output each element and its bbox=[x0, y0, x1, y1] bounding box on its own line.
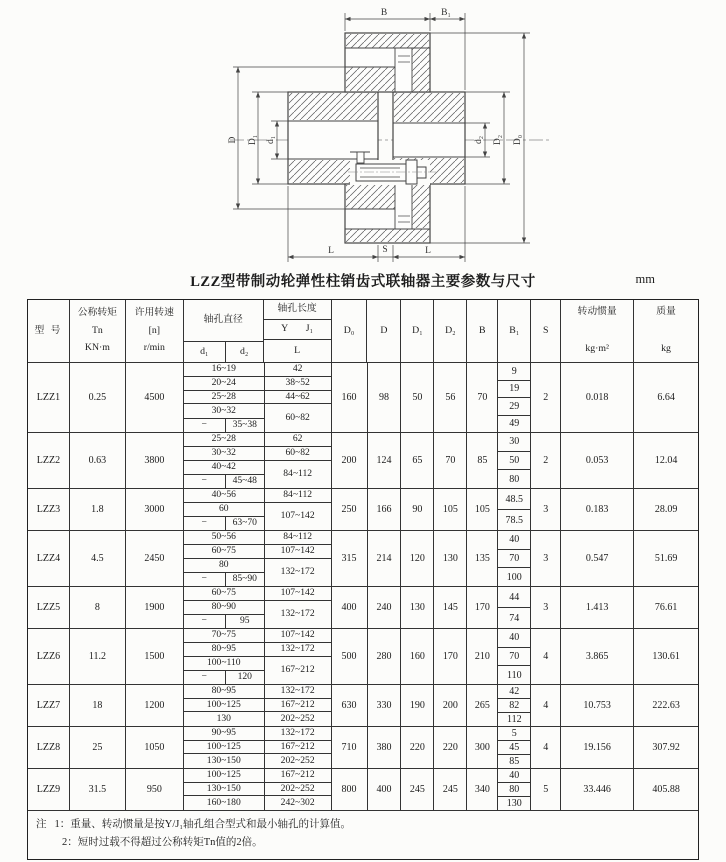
header-D0: D₀ bbox=[332, 300, 368, 362]
header-length-L: L bbox=[294, 344, 301, 356]
bore-length-block bbox=[184, 531, 332, 586]
table-row-LZZ7 bbox=[28, 684, 698, 726]
bore-d1-cell: − bbox=[184, 517, 226, 530]
cell-mass: 12.04 bbox=[654, 455, 678, 466]
cell-B1 bbox=[498, 629, 531, 684]
cell-D0: 800 bbox=[332, 769, 368, 810]
header-mass-unit: kg bbox=[661, 343, 671, 355]
bore-diameter-cell bbox=[184, 671, 264, 684]
header-length-title: 轴孔长度 bbox=[264, 300, 331, 320]
bore-length-cell: 132~172 bbox=[264, 559, 331, 586]
cell-inertia: 0.053 bbox=[561, 433, 634, 488]
bore-length-cell: 167~212 bbox=[264, 699, 331, 712]
cell-B1 bbox=[498, 769, 531, 810]
bore-diameter-cell bbox=[184, 615, 264, 628]
bore-diameter-cell: 50~56 bbox=[211, 531, 236, 543]
header-torque-line3: KN·m bbox=[84, 341, 110, 353]
cell-B: 265 bbox=[467, 685, 498, 726]
cell-D1: 65 bbox=[401, 433, 434, 488]
B1-sub-cell: 40 bbox=[498, 531, 530, 550]
cell-B: 85 bbox=[467, 433, 498, 488]
cell-D2: 130 bbox=[434, 531, 467, 586]
cell-B: 105 bbox=[467, 489, 498, 530]
header-d2: d₂ bbox=[240, 345, 249, 357]
cell-mass: 51.69 bbox=[654, 553, 678, 564]
header-D1: D₁ bbox=[401, 300, 434, 362]
bore-length-cell: 44~62 bbox=[264, 391, 331, 404]
table-row-LZZ1 bbox=[28, 362, 698, 432]
dim-D2 bbox=[465, 92, 510, 184]
B1-sub-cell: 110 bbox=[506, 669, 522, 681]
bore-length-cell: 167~212 bbox=[264, 769, 331, 782]
cell-torque: 0.25 bbox=[70, 363, 126, 432]
cell-mass: 307.92 bbox=[652, 742, 680, 753]
bore-length-cell: 202~252 bbox=[264, 783, 331, 796]
cell-B1 bbox=[498, 685, 531, 726]
header-speed bbox=[126, 300, 184, 362]
header-inertia bbox=[561, 300, 634, 362]
cell-B: 210 bbox=[467, 629, 498, 684]
bore-length-cell: 132~172 bbox=[264, 685, 331, 698]
cell-speed: 3800 bbox=[126, 433, 184, 488]
bore-d1-cell: − bbox=[184, 419, 226, 432]
bore-length-cell: 167~212 bbox=[264, 741, 331, 754]
bore-length-cell: 132~172 bbox=[264, 601, 331, 628]
dim-label-d1: d₁ bbox=[266, 135, 276, 145]
cell-mass: 405.88 bbox=[652, 784, 680, 795]
header-inertia-title: 转动惯量 bbox=[577, 306, 617, 317]
cell-D2: 200 bbox=[434, 685, 467, 726]
bore-length-cell: 60~82 bbox=[264, 404, 331, 432]
B1-sub-cell: 80 bbox=[498, 783, 530, 797]
note-line-1 bbox=[36, 816, 690, 834]
B1-sub-cell: 19 bbox=[498, 381, 530, 399]
bore-length-block bbox=[184, 363, 332, 432]
dim-label-L-left: L bbox=[328, 246, 334, 256]
header-length-J1: J₁ bbox=[305, 323, 313, 335]
B1-sub-cell: 40 bbox=[498, 769, 530, 783]
header-torque-line2: Tn bbox=[91, 324, 103, 336]
bore-d2-cell: 45~48 bbox=[232, 475, 257, 487]
cell-B1 bbox=[498, 489, 531, 530]
cell-D1: 220 bbox=[401, 727, 434, 768]
note-prefix: 注 bbox=[36, 819, 47, 830]
bore-length-cell: 42 bbox=[264, 363, 331, 376]
cell-inertia: 0.018 bbox=[561, 363, 634, 432]
cell-speed: 1050 bbox=[126, 727, 184, 768]
cell-mass: 76.61 bbox=[654, 602, 678, 613]
B1-sub-cell: 78.5 bbox=[505, 514, 524, 526]
bore-length-cell: 84~112 bbox=[264, 461, 331, 488]
B1-sub-cell: 40 bbox=[498, 629, 530, 648]
bore-length-block bbox=[184, 629, 332, 684]
cell-B: 70 bbox=[467, 363, 498, 432]
bore-length-cell: 132~172 bbox=[264, 727, 331, 740]
bore-length-cell: 60~82 bbox=[264, 447, 331, 460]
page-title: LZZ型带制动轮弹性柱销齿式联轴器主要参数与尺寸 bbox=[190, 274, 536, 290]
bore-length-block bbox=[184, 587, 332, 628]
header-bore-length bbox=[264, 300, 332, 362]
cell-D2: 245 bbox=[434, 769, 467, 810]
note-2-text: 2：短时过载不得超过公称转矩Tn值的2倍。 bbox=[62, 836, 263, 848]
cell-D1: 245 bbox=[401, 769, 434, 810]
cell-D: 98 bbox=[368, 363, 402, 432]
header-speed-line3: r/min bbox=[143, 341, 165, 353]
cell-D: 166 bbox=[368, 489, 402, 530]
cell-S: 4 bbox=[531, 685, 561, 726]
B1-sub-cell: 9 bbox=[498, 363, 530, 381]
cell-model: LZZ6 bbox=[28, 629, 70, 684]
cell-mass: 130.61 bbox=[652, 651, 680, 662]
bore-d1-cell: − bbox=[184, 671, 226, 684]
dim-label-D: D bbox=[228, 136, 238, 144]
cell-D0: 400 bbox=[332, 587, 368, 628]
bore-diameter-cell: 40~56 bbox=[211, 489, 236, 501]
header-mass-title: 质量 bbox=[656, 306, 676, 317]
header-torque-line1: 公称转矩 bbox=[77, 307, 117, 319]
dim-label-B1: B₁ bbox=[441, 8, 451, 18]
dim-B bbox=[345, 13, 430, 31]
cell-model: LZZ9 bbox=[28, 769, 70, 810]
cell-S: 2 bbox=[531, 433, 561, 488]
cell-B1 bbox=[498, 531, 531, 586]
bore-length-cell: 62 bbox=[264, 433, 331, 446]
header-D2: D₂ bbox=[434, 300, 467, 362]
cell-D: 280 bbox=[368, 629, 402, 684]
bore-diameter-cell: 20~24 bbox=[211, 376, 236, 388]
cell-D0: 500 bbox=[332, 629, 368, 684]
bore-diameter-cell: 130 bbox=[216, 712, 231, 724]
cell-speed: 1500 bbox=[126, 629, 184, 684]
cell-speed: 1200 bbox=[126, 685, 184, 726]
bore-d2-cell: 35~38 bbox=[232, 419, 257, 431]
cell-inertia: 1.413 bbox=[561, 587, 634, 628]
cell-inertia: 0.183 bbox=[561, 489, 634, 530]
cell-model: LZZ2 bbox=[28, 433, 70, 488]
table-row-LZZ5 bbox=[28, 586, 698, 628]
bore-diameter-cell: 160~180 bbox=[206, 796, 241, 808]
bore-diameter-cell bbox=[184, 419, 264, 432]
cell-D: 124 bbox=[368, 433, 402, 488]
cell-D1: 160 bbox=[401, 629, 434, 684]
bore-diameter-cell: 80~95 bbox=[211, 685, 236, 697]
bore-diameter-cell: 60~75 bbox=[211, 544, 236, 556]
bore-diameter-cell: 130~150 bbox=[206, 754, 241, 766]
cell-D2: 105 bbox=[434, 489, 467, 530]
bore-length-cell: 202~252 bbox=[264, 712, 331, 726]
B1-sub-cell: 45 bbox=[498, 741, 530, 755]
cell-D1: 190 bbox=[401, 685, 434, 726]
bore-diameter-cell: 100~125 bbox=[206, 769, 241, 781]
note-line-2 bbox=[62, 834, 690, 852]
cell-speed: 2450 bbox=[126, 531, 184, 586]
cell-D1: 90 bbox=[401, 489, 434, 530]
header-bore-diameter bbox=[184, 300, 264, 362]
B1-sub-cell: 80 bbox=[509, 473, 520, 485]
B1-sub-cell: 50 bbox=[498, 452, 530, 471]
B1-sub-cell: 70 bbox=[498, 648, 530, 667]
cell-D0: 250 bbox=[332, 489, 368, 530]
coupling-cross-section bbox=[0, 0, 726, 268]
table-row-LZZ3 bbox=[28, 488, 698, 530]
B1-sub-cell: 44 bbox=[498, 587, 530, 608]
bore-diameter-cell: 80 bbox=[184, 559, 264, 573]
cell-B: 170 bbox=[467, 587, 498, 628]
cell-model: LZZ3 bbox=[28, 489, 70, 530]
cell-torque: 4.5 bbox=[70, 531, 126, 586]
unit-label: mm bbox=[635, 272, 655, 286]
cell-torque: 11.2 bbox=[70, 629, 126, 684]
bore-diameter-cell bbox=[184, 573, 264, 586]
cell-torque: 18 bbox=[70, 685, 126, 726]
note-1-text: 1：重量、转动惯量是按Y/J₁轴孔组合型式和最小轴孔的计算值。 bbox=[54, 819, 351, 830]
bore-diameter-cell: 60 bbox=[184, 503, 264, 517]
B1-sub-cell: 70 bbox=[498, 550, 530, 569]
B1-sub-cell: 130 bbox=[506, 798, 522, 809]
bore-diameter-cell bbox=[184, 475, 264, 488]
dim-label-D2: D₂ bbox=[493, 134, 503, 146]
cell-D2: 220 bbox=[434, 727, 467, 768]
bore-d1-cell: − bbox=[184, 475, 226, 488]
header-D: D bbox=[367, 300, 401, 362]
dim-label-S: S bbox=[382, 245, 388, 255]
brake-wheel-top bbox=[345, 33, 430, 92]
cell-S: 3 bbox=[531, 489, 561, 530]
table-row-LZZ2 bbox=[28, 432, 698, 488]
header-speed-line1: 许用转速 bbox=[134, 307, 174, 319]
cell-B: 135 bbox=[467, 531, 498, 586]
cell-model: LZZ5 bbox=[28, 587, 70, 628]
cell-B1 bbox=[498, 587, 531, 628]
cell-D: 240 bbox=[368, 587, 402, 628]
bore-diameter-cell: 80~95 bbox=[211, 642, 236, 654]
header-torque bbox=[70, 300, 126, 362]
header-d1: d₁ bbox=[184, 342, 226, 362]
bore-diameter-cell: 60~75 bbox=[211, 587, 236, 599]
dim-label-D0: D₀ bbox=[513, 134, 523, 146]
bore-length-block bbox=[184, 769, 332, 810]
table-notes bbox=[28, 810, 698, 859]
bore-length-cell: 84~112 bbox=[264, 531, 331, 544]
cell-B1 bbox=[498, 433, 531, 488]
bore-length-block bbox=[184, 685, 332, 726]
B1-sub-cell: 5 bbox=[498, 727, 530, 741]
coupling-drawing bbox=[0, 0, 726, 268]
cell-S: 5 bbox=[531, 769, 561, 810]
cell-torque: 31.5 bbox=[70, 769, 126, 810]
bore-length-block bbox=[184, 433, 332, 488]
cell-speed: 4500 bbox=[126, 363, 184, 432]
cell-D: 330 bbox=[368, 685, 402, 726]
cell-B: 340 bbox=[467, 769, 498, 810]
bore-d2-cell: 95 bbox=[239, 615, 250, 627]
cell-torque: 25 bbox=[70, 727, 126, 768]
dim-label-B: B bbox=[380, 8, 388, 18]
cell-D2: 170 bbox=[434, 629, 467, 684]
cell-speed: 1900 bbox=[126, 587, 184, 628]
header-bore-title: 轴孔直径 bbox=[203, 314, 243, 326]
dim-label-d2: d₂ bbox=[474, 135, 484, 145]
B1-sub-cell: 29 bbox=[498, 398, 530, 416]
cell-speed: 3000 bbox=[126, 489, 184, 530]
cell-D1: 130 bbox=[401, 587, 434, 628]
bore-d1-cell: − bbox=[184, 615, 226, 628]
cell-D: 400 bbox=[368, 769, 402, 810]
bore-diameter-cell: 100~125 bbox=[206, 740, 241, 752]
cell-inertia: 0.547 bbox=[561, 531, 634, 586]
header-length-yj bbox=[264, 320, 331, 340]
cell-inertia: 3.865 bbox=[561, 629, 634, 684]
parameter-table bbox=[27, 299, 699, 860]
header-mass bbox=[634, 300, 698, 362]
cell-D2: 145 bbox=[434, 587, 467, 628]
bore-length-cell: 107~142 bbox=[264, 587, 331, 600]
bore-length-cell: 107~142 bbox=[264, 545, 331, 558]
cell-torque: 1.8 bbox=[70, 489, 126, 530]
brake-wheel-bottom bbox=[345, 184, 430, 243]
cell-model: LZZ8 bbox=[28, 727, 70, 768]
bore-length-cell: 84~112 bbox=[264, 489, 331, 502]
bore-d2-cell: 63~70 bbox=[232, 517, 257, 529]
cell-speed: 950 bbox=[126, 769, 184, 810]
header-S: S bbox=[531, 300, 561, 362]
cell-model: LZZ4 bbox=[28, 531, 70, 586]
dim-label-D1: D₁ bbox=[248, 134, 258, 146]
bore-length-cell: 107~142 bbox=[264, 503, 331, 530]
cell-D: 214 bbox=[368, 531, 402, 586]
cell-D1: 50 bbox=[401, 363, 434, 432]
header-speed-line2: [n] bbox=[148, 324, 161, 336]
B1-sub-cell: 49 bbox=[509, 418, 520, 430]
cell-D1: 120 bbox=[401, 531, 434, 586]
cell-D0: 315 bbox=[332, 531, 368, 586]
cell-S: 3 bbox=[531, 531, 561, 586]
bore-diameter-cell: 130~150 bbox=[206, 782, 241, 794]
bore-diameter-cell: 100~125 bbox=[206, 698, 241, 710]
cell-S: 2 bbox=[531, 363, 561, 432]
bore-diameter-cell: 16~19 bbox=[211, 363, 236, 375]
cell-torque: 0.63 bbox=[70, 433, 126, 488]
cell-inertia: 19.156 bbox=[561, 727, 634, 768]
table-row-LZZ8 bbox=[28, 726, 698, 768]
header-length-Y: Y bbox=[281, 323, 289, 335]
dim-B1 bbox=[430, 13, 465, 90]
cell-model: LZZ1 bbox=[28, 363, 70, 432]
header-B1: B₁ bbox=[498, 300, 531, 362]
cell-S: 4 bbox=[531, 727, 561, 768]
table-body bbox=[28, 362, 698, 810]
bore-diameter-cell: 70~75 bbox=[211, 629, 236, 641]
B1-sub-cell: 112 bbox=[506, 714, 522, 725]
dim-label-L-right: L bbox=[425, 246, 431, 256]
cell-B: 300 bbox=[467, 727, 498, 768]
cell-D0: 200 bbox=[332, 433, 368, 488]
B1-sub-cell: 30 bbox=[498, 433, 530, 452]
bore-diameter-cell: 25~28 bbox=[211, 390, 236, 402]
bore-length-cell: 38~52 bbox=[264, 377, 331, 390]
bore-diameter-cell: 30~32 bbox=[184, 404, 264, 418]
header-B: B bbox=[467, 300, 498, 362]
cell-D2: 56 bbox=[434, 363, 467, 432]
table-row-LZZ6 bbox=[28, 628, 698, 684]
bore-length-cell: 107~142 bbox=[264, 629, 331, 642]
cell-inertia: 33.446 bbox=[561, 769, 634, 810]
cell-inertia: 10.753 bbox=[561, 685, 634, 726]
cell-mass: 222.63 bbox=[652, 700, 680, 711]
cell-S: 4 bbox=[531, 629, 561, 684]
bore-diameter-cell: 30~32 bbox=[211, 446, 236, 458]
cell-torque: 8 bbox=[70, 587, 126, 628]
bore-diameter-cell: 25~28 bbox=[211, 433, 236, 445]
cell-S: 3 bbox=[531, 587, 561, 628]
B1-sub-cell: 48.5 bbox=[498, 489, 530, 510]
cell-D0: 630 bbox=[332, 685, 368, 726]
table-header bbox=[28, 300, 698, 362]
B1-sub-cell: 82 bbox=[498, 699, 530, 713]
title-row bbox=[13, 270, 713, 294]
bore-d2-cell: 120 bbox=[237, 671, 252, 683]
table-row-LZZ4 bbox=[28, 530, 698, 586]
cell-D0: 710 bbox=[332, 727, 368, 768]
header-inertia-unit: kg·m² bbox=[585, 343, 609, 355]
bore-d1-cell: − bbox=[184, 573, 226, 586]
bore-diameter-cell bbox=[184, 517, 264, 530]
bore-length-cell: 242~302 bbox=[264, 796, 331, 810]
cell-B1 bbox=[498, 727, 531, 768]
B1-sub-cell: 42 bbox=[498, 685, 530, 699]
bore-length-block bbox=[184, 489, 332, 530]
cell-D2: 70 bbox=[434, 433, 467, 488]
bore-d2-cell: 85~90 bbox=[232, 573, 257, 585]
bore-diameter-cell: 40~42 bbox=[184, 461, 264, 475]
B1-sub-cell: 85 bbox=[509, 756, 520, 767]
cell-mass: 28.09 bbox=[654, 504, 678, 515]
bore-length-cell: 202~252 bbox=[264, 754, 331, 768]
bore-diameter-cell: 90~95 bbox=[211, 727, 236, 739]
cell-B1 bbox=[498, 363, 531, 432]
cell-D: 380 bbox=[368, 727, 402, 768]
B1-sub-cell: 100 bbox=[506, 571, 522, 583]
bore-diameter-cell: 80~90 bbox=[184, 601, 264, 615]
bore-length-cell: 167~212 bbox=[264, 657, 331, 684]
cell-model: LZZ7 bbox=[28, 685, 70, 726]
bore-length-block bbox=[184, 727, 332, 768]
header-model: 型 号 bbox=[28, 300, 70, 362]
cell-D0: 160 bbox=[332, 363, 368, 432]
bore-length-cell: 132~172 bbox=[264, 643, 331, 656]
B1-sub-cell: 74 bbox=[509, 612, 520, 624]
bore-diameter-cell: 100~110 bbox=[184, 657, 264, 671]
cell-mass: 6.64 bbox=[657, 392, 675, 403]
table-row-LZZ9 bbox=[28, 768, 698, 810]
